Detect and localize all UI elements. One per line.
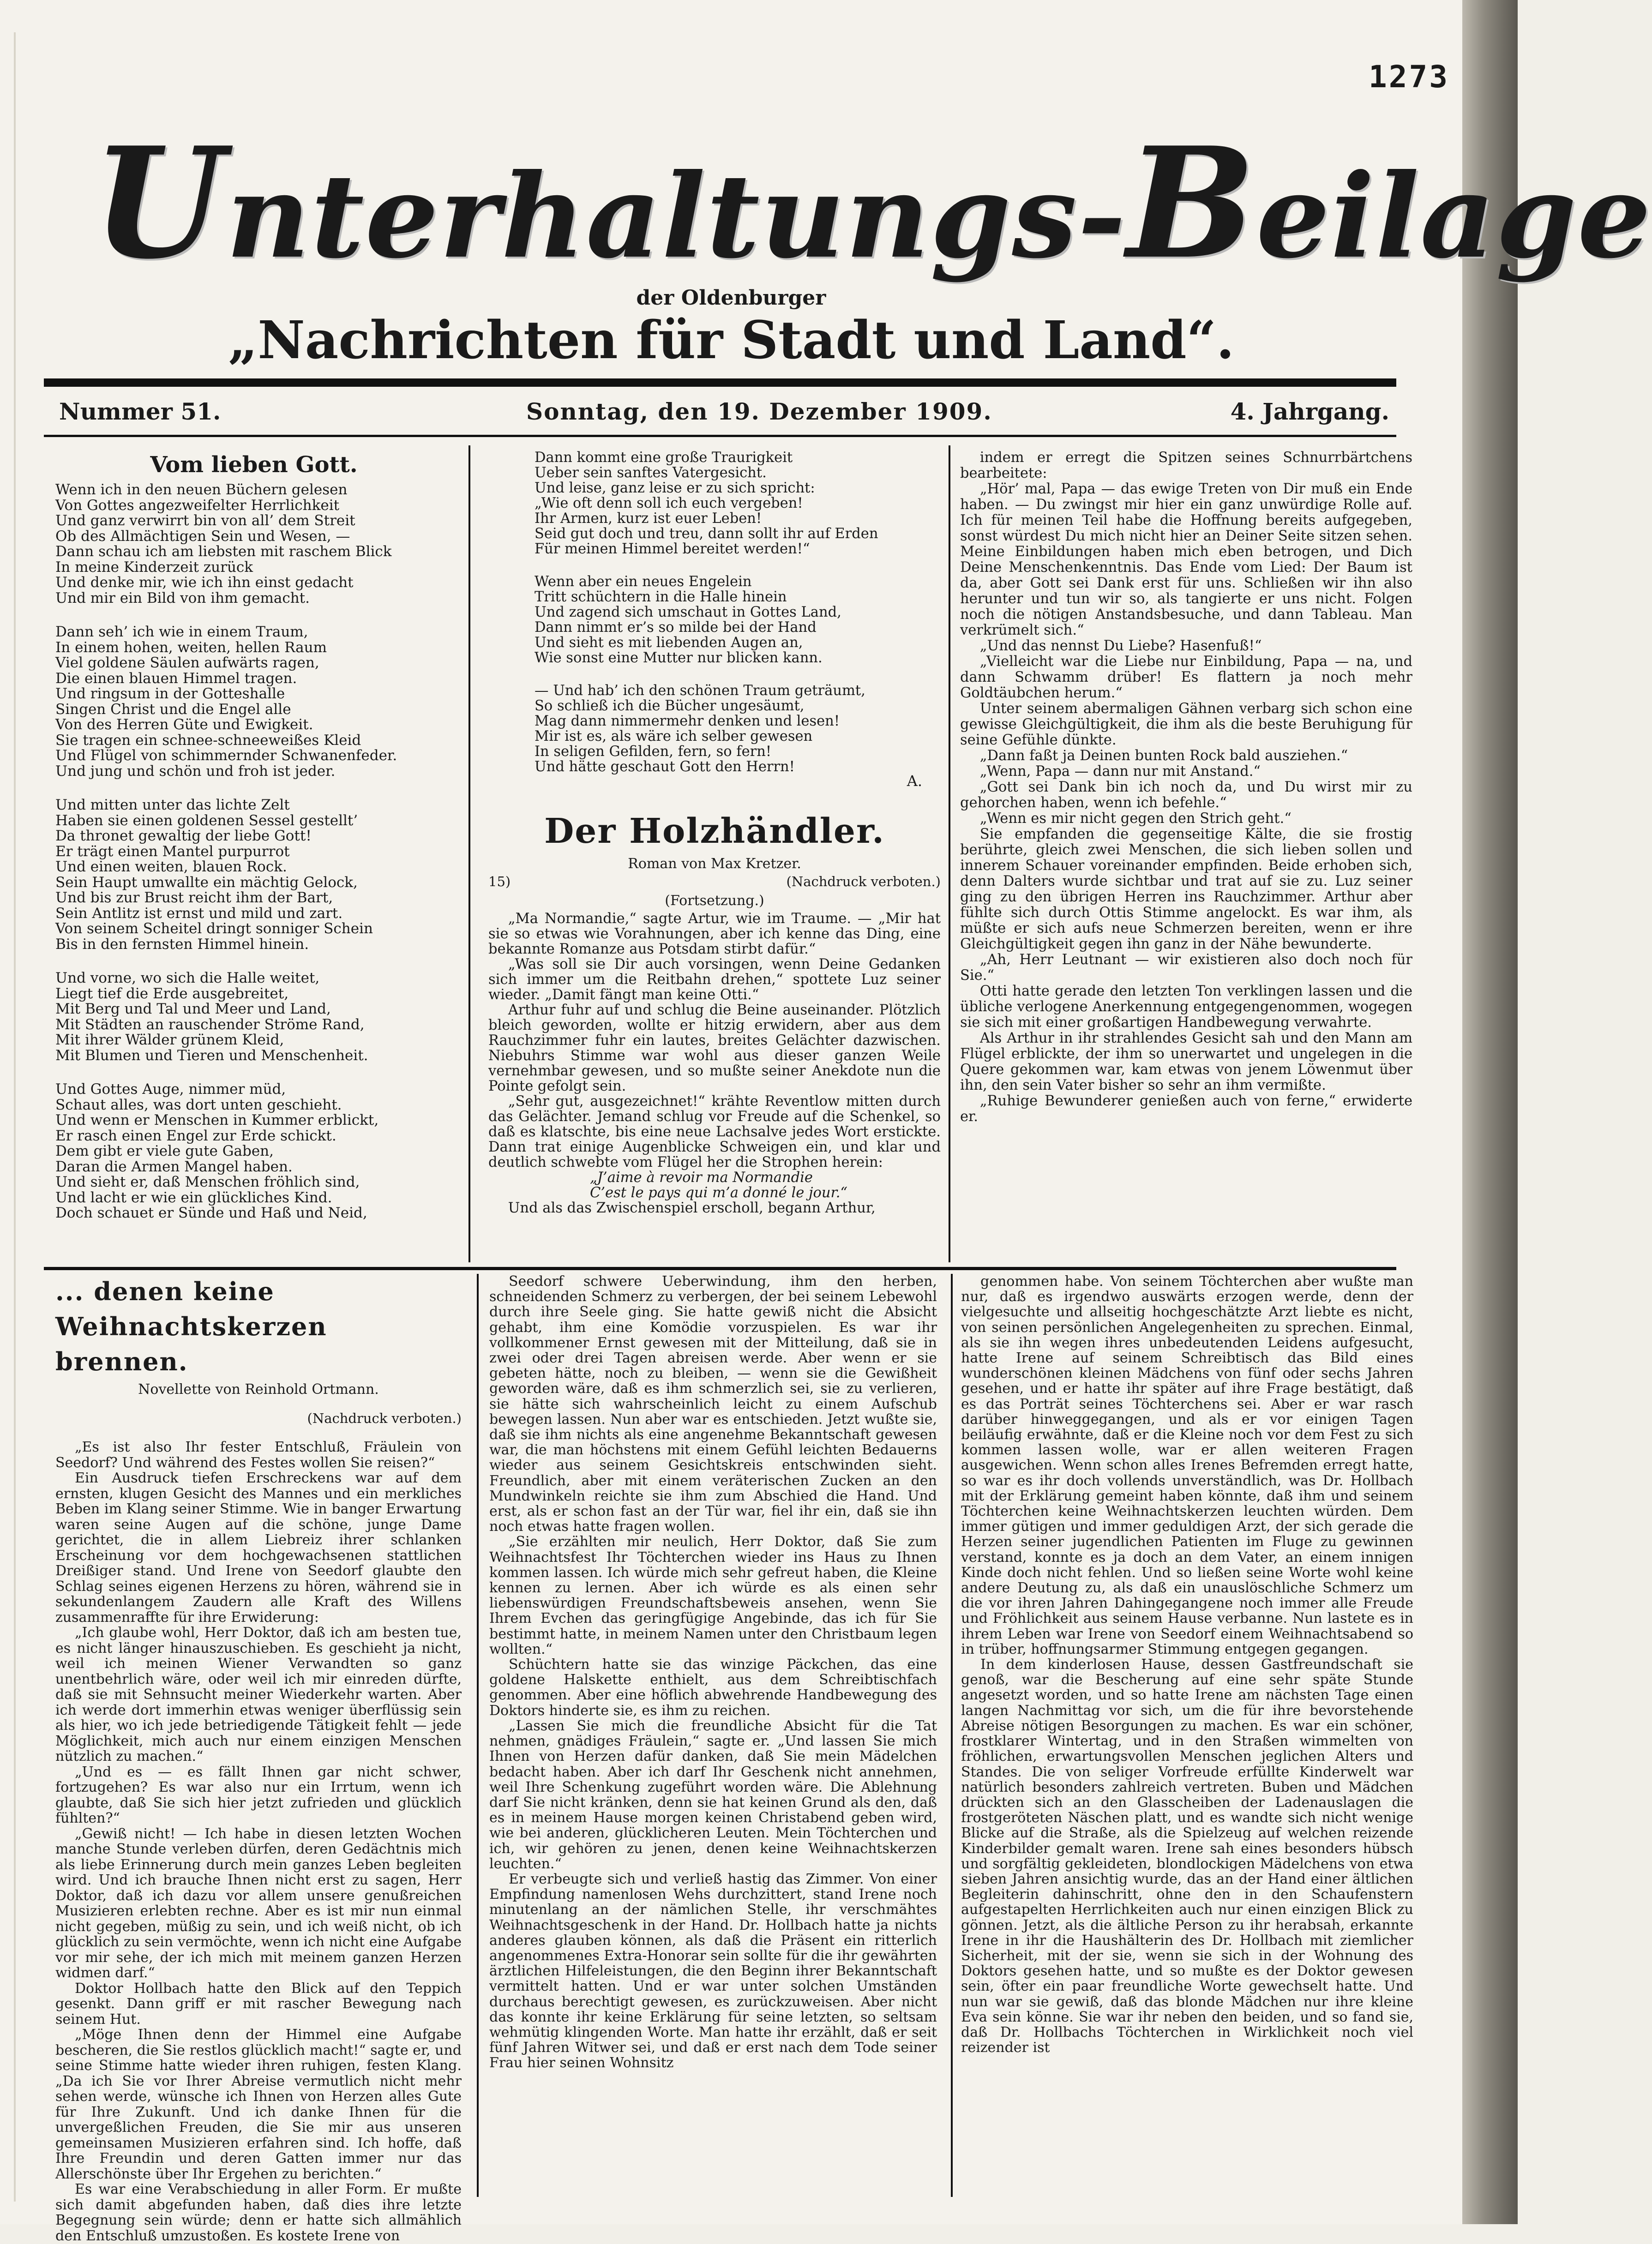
verse-line: Schaut alles, was dort unten geschieht. bbox=[55, 1096, 342, 1113]
verse-line: Und Gottes Auge, nimmer müd, bbox=[55, 1081, 286, 1098]
novel-author: Roman von Max Kretzer. bbox=[628, 856, 801, 872]
verse-line: Doch schauet er Sünde und Haß und Neid, bbox=[55, 1205, 367, 1221]
verse-line: Seid gut doch und treu, dann sollt ihr auf Erden bbox=[535, 526, 878, 542]
column-rule-3 bbox=[477, 1274, 479, 2197]
paragraph: Schüchtern hatte sie das winzige Päckchen, das eine goldene Halskette enthielt, aus dem Schreibtischfach genommen. Aber eine höflich abwehrende Handbewegung des Doktors hinderte sie, es ihm zu reichen. bbox=[489, 1656, 937, 1719]
verse-line: Und ringsum in der Gotteshalle bbox=[55, 685, 285, 702]
verse-line: Sie tragen ein schnee-schneeweißes Kleid bbox=[55, 732, 361, 749]
paragraph: Arthur fuhr auf und schlug die Beine auseinander. Plötzlich bleich geworden, wollte er hitzig erwidern, aber aus dem Rauchzimmer fuhr ein lautes, breites Gelächter dazwischen. Niebuhrs Stimme war wohl aus dieser ganzen Weile vernehmbar gewesen, und so mußte seiner Anekdote nun die Pointe gefolgt sein. bbox=[488, 1002, 941, 1094]
masthead-subtitle: der Oldenburger bbox=[636, 286, 826, 310]
paragraph: Seedorf schwere Ueberwindung, ihm den herben, schneidenden Schmerz zu verbergen, der bei seinem Lebewohl durch ihre Seele ging. Sie hatte gewiß nicht die Absicht gehabt, ihm eine Komödie vorzuspielen. Es war ihr vollkommener Ernst gewesen mit der Mitteilung, daß sie in zwei oder drei Tagen abreisen werde. Aber wenn er sie gebeten hätte, noch zu bleiben, — wenn sie die Gewißheit geworden wäre, daß es ihm schmerzlich sei, sie zu verlieren, sie hätte sich wahrscheinlich leicht zu einem Aufschub bewegen lassen. Nun aber war es entschieden. Jetzt wußte sie, daß sie ihm nichts als eine angenehme Bekanntschaft gewesen war, die man höchstens mit einem Gefühl leichten Bedauerns wieder aus seinem Gesichtskreis entschwinden sieht. Freundlich, aber mit einem veräterischen Zucken an den Mundwinkeln reichte sie ihm zum Abschied die Hand. Und erst, als er schon fast an der Tür war, fiel ihr ein, daß sie ihn noch etwas hatte fragen wollen. bbox=[489, 1273, 937, 1535]
reprint-notice: (Nachdruck verboten.) bbox=[786, 874, 941, 889]
verse-line: Er rasch einen Engel zur Erde schickt. bbox=[55, 1127, 336, 1144]
paragraph: „Gott sei Dank bin ich noch da, und Du wirst mir zu gehorchen haben, wenn ich befehle.“ bbox=[960, 779, 1412, 811]
verse-line: Tritt schüchtern in die Halle hinein bbox=[535, 589, 787, 605]
verse-line: Für meinen Himmel bereitet werden!“ bbox=[535, 541, 810, 557]
poem-signature: A. bbox=[907, 772, 922, 790]
issue-number: Nummer 51. bbox=[59, 398, 221, 425]
verse-line: Und wenn er Menschen in Kummer erblickt, bbox=[55, 1112, 379, 1128]
paragraph: „Sehr gut, ausgezeichnet!“ krähte Reventlow mitten durch das Gelächter. Jemand schlug vor Freude auf die Schenkel, so daß es klatschte, bis eine neue Lachsalve jedes Wort erstickte. Dann trat einige Augenblicke Schweigen ein, und klar und deutlich schwebte vom Flügel her die Strophen herein: bbox=[488, 1093, 941, 1170]
verse-line: Und leise, ganz leise er zu sich spricht: bbox=[535, 480, 815, 496]
verse-line: In einem hohen, weiten, hellen Raum bbox=[55, 639, 327, 656]
verse-line: „Wie oft denn soll ich euch vergeben! bbox=[535, 495, 803, 511]
verse-line: Mit ihrer Wälder grünem Kleid, bbox=[55, 1032, 284, 1048]
verse-line: Mag dann nimmermehr denken und lesen! bbox=[535, 713, 840, 729]
installment-number: 15) bbox=[488, 874, 511, 889]
verse-line: Und hätte geschaut Gott den Herrn! bbox=[535, 759, 795, 775]
paragraph: Es war eine Verabschiedung in aller Form. Er mußte sich damit abgefunden haben, daß dies ihre letzte Begegnung sein würde; denn er hatte sich allmählich den Entschluß umzustoßen. Es kostete Irene von bbox=[55, 2181, 462, 2244]
paragraph: „Ah, Herr Leutnant — wir existieren also doch noch für Sie.“ bbox=[960, 952, 1412, 984]
song-quote bbox=[488, 1170, 941, 1200]
column-rule-1 bbox=[469, 445, 470, 1262]
verse-line: Und einen weiten, blauen Rock. bbox=[55, 858, 287, 875]
verse-line: Ueber sein sanftes Vatergesicht. bbox=[535, 465, 767, 481]
paragraph: genommen habe. Von seinem Töchterchen aber wußte man nur, daß es irgendwo auswärts erzogen werde, denn der vielgesuchte und allseitig hochgeschätzte Arzt liebte es nicht, von seinen persönlichen Angelegenheiten zu sprechen. Einmal, als sie ihn wegen ihres unbedeutenden Leidens aufgesucht, hatte Irene auf seinem Schreibtisch das Bild eines wunderschönen kleinen Mädchens von fünf oder sechs Jahren gesehen, und er hatte ihr später auf ihre Frage bestätigt, daß es das Porträt seines Töchterchens sei. Aber er war rasch darüber hinweggegangen, und als er vor einigen Tagen beiläufig erwähnte, daß er die Kleine noch vor dem Fest zu sich kommen lassen wolle, war er allen weiteren Fragen ausgewichen. Wenn schon alles Irenes Befremden erregt hatte, so war es ihr doch vollends unverständlich, was Dr. Hollbach mit der Erklärung gemeint haben könnte, daß ihm und seinem Töchterchen keine Weihnachtskerzen leuchten würden. Dem immer gütigen und immer geduldigen Arzt, der sich gerade die Herzen seiner jugendlichen Patienten im Fluge zu gewinnen verstand, konnte es ja doch an dem Vater, an einem innigen Kinde doch nicht fehlen. Und so ließen seine Worte wohl keine andere Deutung zu, als daß ein unauslöschliche Schmerz um die vor ihren Jahren Dahingegangene noch immer alle Freude und Fröhlichkeit aus seinem Hause verbanne. Nun lastete es in ihrem Leben war Irene von Seedorf einem Weihnachtsabend so in trüber, hoffnungsarmer Stimmung entgegen gegangen. bbox=[961, 1273, 1413, 1657]
song-line: „J’aime à revoir ma Normandie bbox=[590, 1170, 813, 1186]
verse-line: Mit Berg und Tal und Meer und Land, bbox=[55, 1001, 331, 1017]
stanza bbox=[488, 574, 941, 666]
column-rule-2 bbox=[949, 445, 950, 1262]
verse-line: Daran die Armen Mangel haben. bbox=[55, 1158, 293, 1175]
story-column-2 bbox=[489, 1274, 937, 2197]
masthead-paper-name: „Nachrichten für Stadt und Land“. bbox=[228, 310, 1235, 371]
paragraph: „Möge Ihnen denn der Himmel eine Aufgabe bescheren, die Sie restlos glücklich macht!“ sagte er, und seine Stimme hatte wieder ihren ruhigen, festen Klang. „Da ich Sie vor Ihrer Abreise vermutlich nicht mehr sehen werde, wünsche ich Ihnen von Herzen alles Gute für Ihre Zukunft. Und ich danke Ihnen für die unvergeßlichen Freuden, die Sie mir aus unseren gemeinsamen Musizieren erfahren sind. Ich hoffe, daß Ihre Freundin und deren Gatten immer nur das Allerschönste über Ihr Ergehen zu berichten.“ bbox=[55, 2027, 462, 2182]
verse-line: In meine Kinderzeit zurück bbox=[55, 558, 253, 576]
paragraph: „Wenn, Papa — dann nur mit Anstand.“ bbox=[979, 763, 1261, 780]
verse-line: Mir ist es, als wäre ich selber gewesen bbox=[535, 728, 813, 744]
poem-title: Vom lieben Gott. bbox=[150, 452, 358, 478]
verse-line: Und bis zur Brust reicht ihm der Bart, bbox=[55, 889, 333, 906]
paragraph: Doktor Hollbach hatte den Blick auf den Teppich gesenkt. Dann griff er mit rascher Bewegung nach seinem Hut. bbox=[55, 1980, 462, 2028]
verse-line: Dann schau ich am liebsten mit raschem Blick bbox=[55, 543, 392, 560]
column-three bbox=[960, 450, 1412, 1265]
verse-line: Liegt tief die Erde ausgebreitet, bbox=[55, 985, 289, 1002]
novel-body bbox=[488, 911, 941, 1170]
poem-continuation bbox=[488, 450, 941, 774]
paragraph: Er verbeugte sich und verließ hastig das Zimmer. Von einer Empfindung namenlosen Wehs durchzittert, stand Irene noch minutenlang an der nämlichen Stelle, ihr verschmähtes Weihnachtsgeschenk in der Hand. Dr. Hollbach hatte ja nichts anderes glauben können, als daß die Präsent ein ritterlich angenommenes Extra-Honorar sein sollte für die ihr gewährten ärztlichen Hilfeleistungen, die den Beginn ihrer Bekanntschaft vermittelt hatten. Und er war unter solchen Umständen durchaus berechtigt gewesen, es zurückzuweisen. Aber nicht das konnte ihr keine Erklärung für seine letzten, so seltsam wehmütig klingenden Worte. Man hatte ihr erzählt, daß er seit fünf Jahren Witwer sei, und daß er erst nach dem Tode seiner Frau hier seinen Wohnsitz bbox=[489, 1871, 937, 2071]
verse-line: Haben sie einen goldenen Sessel gestellt’ bbox=[55, 812, 358, 829]
verse-line: Ob des Allmächtigen Sein und Wesen, — bbox=[55, 528, 350, 545]
paragraph: „Wenn es mir nicht gegen den Strich geht.“ bbox=[979, 810, 1292, 827]
paragraph: Ein Ausdruck tiefen Erschreckens war auf dem ernsten, klugen Gesicht des Mannes und ein merkliches Beben im Klang seiner Stimme. Wie in banger Erwartung waren seine Augen auf die schöne, junge Dame gerichtet, die in allem Liebreiz ihrer schlanken Erscheinung vor dem hochgewachsenen stattlichen Dreißiger stand. Und Irene von Seedorf glaubte den Schlag seines eigenen Herzens zu hören, während sie in sekundenlangem Zaudern alle Kraft des Willens zusammenraffte für ihre Erwiderung: bbox=[55, 1470, 462, 1626]
page-number: 1273 bbox=[1369, 59, 1449, 95]
paragraph: „Vielleicht war die Liebe nur Einbildung, Papa — na, und dann Schwamm drüber! Es flattern ja noch mehr Goldtäubchen herum.“ bbox=[960, 654, 1412, 701]
paragraph: „Und das nennst Du Liebe? Hasenfuß!“ bbox=[979, 638, 1262, 654]
paragraph: „Ruhige Bewunderer genießen auch von ferne,“ erwiderte er. bbox=[960, 1093, 1412, 1125]
poem-column bbox=[55, 450, 452, 1262]
issue-rule bbox=[44, 435, 1396, 437]
continuation-note: (Fortsetzung.) bbox=[665, 893, 764, 909]
paragraph: „Ma Normandie,“ sagte Artur, wie im Traume. — „Mir hat sie so etwas wie Vorahnungen, aber ich kenne das Ding, eine bekannte Romanze aus Potsdam stirbt dafür.“ bbox=[488, 911, 941, 957]
scan-edge bbox=[1462, 0, 1518, 2224]
verse-line: Dem gibt er viele gute Gaben, bbox=[55, 1143, 274, 1159]
verse-line: Dann kommt eine große Traurigkeit bbox=[535, 450, 793, 466]
issue-date: Sonntag, den 19. Dezember 1909. bbox=[526, 398, 992, 425]
stanza bbox=[488, 450, 941, 557]
novel-title: Der Holzhändler. bbox=[544, 811, 885, 851]
verse-line: Mit Blumen und Tieren und Menschenheit. bbox=[55, 1047, 368, 1064]
verse-line: Sein Haupt umwallte ein mächtig Gelock, bbox=[55, 874, 358, 891]
paragraph: Sie empfanden die gegenseitige Kälte, die sie frostig berührte, gleich zwei Menschen, die sich lieben sollen und innerem Schauer voreinander empfinden. Beide erhoben sich, denn Dalters wurde sichtbar und trat auf sie zu. Luz seiner ging zu den übrigen Herren ins Rauchzimmer. Arthur aber fühlte sich durch Ottis Stimme angelockt. Es war ihm, als müßte er sich aufs neue Schmerzen bereiten, wenn er ihre Gleichgültigkeit gegen ihn ganz in der Nähe bewunderte. bbox=[960, 826, 1412, 952]
paragraph: Als Arthur in ihr strahlendes Gesicht sah und den Mann am Flügel erblickte, der ihm so unerwartet und ungelegen in die Quere gekommen war, kam etwas von jenem Löwenmut über ihn, den sein Vater bisher so sehr an ihm vermißte. bbox=[960, 1030, 1412, 1093]
masthead-rule bbox=[44, 378, 1396, 387]
story-author: Novellette von Reinhold Ortmann. bbox=[138, 1381, 379, 1398]
verse-line: Und sieht es mit liebenden Augen an, bbox=[535, 635, 803, 651]
poem-body bbox=[55, 482, 452, 1221]
song-line: C’est le pays qui m’a donné le jour.“ bbox=[590, 1185, 847, 1201]
paragraph: „Was soll sie Dir auch vorsingen, wenn Deine Gedanken sich immer um die Reitbahn drehen,“ spottete Luz seiner wieder. „Damit fängt man keine Otti.“ bbox=[488, 956, 941, 1003]
title-part-1: nterhaltungs- bbox=[226, 148, 1127, 284]
story-body-2 bbox=[489, 1274, 937, 2071]
verse-line: Wie sonst eine Mutter nur blicken kann. bbox=[535, 650, 823, 666]
verse-line: Und mir ein Bild von ihm gemacht. bbox=[55, 589, 310, 606]
verse-line: Ihr Armen, kurz ist euer Leben! bbox=[535, 510, 762, 527]
stanza bbox=[55, 624, 452, 779]
verse-line: Und Flügel von schimmernder Schwanenfeder. bbox=[55, 747, 397, 764]
verse-line: — Und hab’ ich den schönen Traum geträumt, bbox=[535, 683, 865, 699]
verse-line: Dann nimmt er’s so milde bei der Hand bbox=[535, 619, 817, 636]
page-fold-line bbox=[14, 32, 16, 2202]
verse-line: Und jung und schön und froh ist jeder. bbox=[55, 762, 336, 780]
paragraph: Unter seinem abermaligen Gähnen verbarg sich schon eine gewisse Gleichgültigkeit, die ihm als die beste Beruhigung für seine Gefühle dünkte. bbox=[960, 701, 1412, 748]
column-rule-4 bbox=[951, 1274, 953, 2197]
verse-line: Wenn ich in den neuen Büchern gelesen bbox=[55, 481, 348, 498]
verse-line: Und vorne, wo sich die Halle weitet, bbox=[55, 970, 320, 986]
verse-line: Wenn aber ein neues Engelein bbox=[535, 574, 752, 590]
paragraph: Otti hatte gerade den letzten Ton verklingen lassen und die übliche verlogene Anerkennung entgegengenommen, wogegen sie sich mit einer großartigen Handbewegung verwahrte. bbox=[960, 983, 1412, 1031]
title-part-2: eilage bbox=[1256, 148, 1652, 284]
title-initial-2: B bbox=[1126, 114, 1256, 293]
verse-line: Viel goldene Säulen aufwärts ragen, bbox=[55, 654, 319, 671]
story-reprint-notice: (Nachdruck verboten.) bbox=[307, 1410, 462, 1426]
stanza bbox=[55, 1082, 452, 1221]
verse-line: Von Gottes angezweifelter Herrlichkeit bbox=[55, 497, 340, 514]
paragraph: „Und es — es fällt Ihnen gar nicht schwer, fortzugehen? Es war also nur ein Irrtum, wenn ich glaubte, daß Sie sich hier jetzt zufrieden und glücklich fühlten?“ bbox=[55, 1764, 462, 1826]
verse-line: Von des Herren Güte und Ewigkeit. bbox=[55, 716, 313, 733]
paragraph: „Sie erzählten mir neulich, Herr Doktor, daß Sie zum Weihnachtsfest Ihr Töchterchen wieder ins Haus zu Ihnen kommen lassen. Ich würde mich sehr gefreut haben, die Kleine kennen zu lernen. Aber ich würde es als einen sehr liebenswürdigen Freundschaftsbeweis ansehen, wenn Sie Ihrem Evchen das geringfügige Angebinde, das ich für Sie bestimmt hatte, in meinem Namen unter den Christbaum legen wollten.“ bbox=[489, 1534, 937, 1657]
story-body-1 bbox=[55, 1440, 462, 2244]
verse-line: So schließ ich die Bücher ungesäumt, bbox=[535, 698, 805, 714]
novel-continuation-body bbox=[960, 450, 1412, 1125]
stanza bbox=[55, 971, 452, 1063]
verse-line: Und lacht er wie ein glückliches Kind. bbox=[55, 1189, 332, 1206]
paragraph: „Ich glaube wohl, Herr Doktor, daß ich am besten tue, es nicht länger hinauszuschieben. Es geschieht ja nicht, weil ich meinen Wiener Verwandten so ganz unentbehrlich wäre, oder weil ich mir einreden dürfte, daß sie mit Sehnsucht meiner Wiederkehr warten. Aber ich werde dort immerhin etwas weniger überflüssig sein als hier, wo ich jede betriedigende Tätigkeit fehlt — jede Möglichkeit, mich auch nur einem einzigen Menschen nützlich zu machen.“ bbox=[55, 1625, 462, 1764]
story-title: ... denen keine Weihnachtskerzen brennen. bbox=[55, 1277, 327, 1376]
stanza bbox=[55, 482, 452, 606]
stanza bbox=[488, 683, 941, 774]
verse-line: Und mitten unter das lichte Zelt bbox=[55, 797, 290, 813]
story-column-1 bbox=[55, 1274, 462, 2244]
paragraph: In dem kinderlosen Hause, dessen Gastfreundschaft sie genoß, war die Bescherung auf eine sehr späte Stunde angesetzt worden, und so hatte Irene am nächsten Tage einen langen Nachmittag vor sich, um die für ihre bevorstehende Abreise nötigen Besorgungen zu machen. Es war ein schöner, frostklarer Wintertag, und in den Straßen wimmelten von fröhlichen, erwartungsvollen Menschen jeglichen Alters und Standes. Die von seliger Vorfreude erfüllte Kinderwelt war natürlich besonders zahlreich vertreten. Buben und Mädchen drückten sich an den Glasscheiben der Ladenauslagen die frostgeröteten Näschen platt, und es wandte sich nicht wenige Blicke auf die Straße, als die Spielzeug auf welchen reizende Kinderbilder gemalt waren. Irene sah eines besonders hübsch und sorgfältig gekleideten, blondlockigen Mädelchens von etwa sieben Jahren ansichtig wurde, das an der Hand einer ältlichen Begleiterin dahinschritt, ohne den in den Schaufenstern aufgestapelten Herrlichkeiten auch nur einen einzigen Blick zu gönnen. Jetzt, als die ältliche Person zu ihr herabsah, erkannte Irene in ihr die Haushälterin des Dr. Hollbach mit ziemlicher Sicherheit, mit der sie, wenn sie sich in der Wohnung des Doktors gesehen hatte, und so mußte es der Doktor gewesen sein, öfter ein paar freundliche Worte gewechselt hatte. Und nun war sie gewiß, daß das blonde Mädchen nur ihre kleine Eva sein könne. Sie war ihr neben den beiden, und so fand sie, daß Dr. Hollbachs Töchterchen in Wirklichkeit noch viel reizender ist bbox=[961, 1656, 1413, 2056]
verse-line: Bis in den fernsten Himmel hinein. bbox=[55, 936, 309, 953]
stanza bbox=[55, 798, 452, 952]
paragraph: „Hör’ mal, Papa — das ewige Treten von Dir muß ein Ende haben. — Du zwingst mir hier ein ganz unwürdige Rolle auf. Ich für meinen Teil habe die Hoffnung bereits aufgegeben, sonst würdest Du mich nicht hier an Deiner Seite sitzen sehen. Meine Einbildungen haben mich eben betrogen, und Dich Deine Menschenkenntnis. Das Ende vom Lied: Der Baum ist da, aber Gott sei Dank erst für uns. Schließen wir ihn also herunter und tun wir so, als tangierte er uns nicht. Folgen noch die nötigen Anstandsbesuche, und dann Tableau. Man verkrümelt sich.“ bbox=[960, 481, 1412, 638]
issue-year: 4. Jahrgang. bbox=[1230, 398, 1389, 425]
verse-line: Da thronet gewaltig der liebe Gott! bbox=[55, 828, 312, 844]
story-body-3 bbox=[961, 1274, 1413, 2055]
verse-line: Die einen blauen Himmel tragen. bbox=[55, 670, 297, 687]
verse-line: Mit Städten an rauschender Ströme Rand, bbox=[55, 1016, 365, 1033]
novel-after-song: Und als das Zwischenspiel erscholl, begann Arthur, bbox=[508, 1200, 876, 1216]
paragraph: „Lassen Sie mich die freundliche Absicht für die Tat nehmen, gnädiges Fräulein,“ sagte er. „Und lassen Sie mich Ihnen von Herzen dafür danken, daß Sie mein Mädelchen bedacht haben. Aber ich darf Ihr Geschenk nicht annehmen, weil Ihre Schenkung zugeführt worden wäre. Die Ablehnung darf Sie nicht kränken, denn sie hat keinen Grund als den, daß es in meinem Hause morgen keinen Christabend geben wird, wie bei anderen, glücklicheren Leuten. Mein Töchterchen und ich, wir gehören zu jenen, denen keine Weihnachtskerzen leuchten.“ bbox=[489, 1717, 937, 1872]
paragraph: indem er erregt die Spitzen seines Schnurrbärtchens bearbeitete: bbox=[960, 450, 1412, 481]
verse-line: Und denke mir, wie ich ihn einst gedacht bbox=[55, 574, 354, 591]
verse-line: Von seinem Scheitel dringt sonniger Schein bbox=[55, 920, 373, 937]
paragraph: „Es ist also Ihr fester Entschluß, Fräulein von Seedorf? Und während des Festes wollen Sie reisen?“ bbox=[55, 1439, 462, 1471]
verse-line: Er trägt einen Mantel purpurrot bbox=[55, 843, 290, 860]
verse-line: Sein Antlitz ist ernst und mild und zart. bbox=[55, 905, 343, 922]
section-rule bbox=[44, 1267, 1396, 1270]
verse-line: In seligen Gefilden, fern, so fern! bbox=[535, 744, 772, 760]
title-initial-1: U bbox=[92, 114, 226, 293]
verse-line: Singen Christ und die Engel alle bbox=[55, 701, 291, 718]
masthead-title bbox=[92, 111, 1652, 295]
column-two bbox=[488, 450, 941, 1265]
verse-line: Dann seh’ ich wie in einem Traum, bbox=[55, 624, 308, 640]
paragraph: „Gewiß nicht! — Ich habe in diesen letzten Wochen manche Stunde verleben dürfen, deren Gedächtnis mich als liebe Erinnerung durch mein ganzes Leben begleiten wird. Und ich brauche Ihnen nicht erst zu sagen, Herr Doktor, daß ich dazu vor allem unsere genußreichen Musizieren erlebten rechne. Aber es ist mir nun einmal nicht gegeben, müßig zu sein, und ich weiß nicht, ob ich glücklich zu sein vermöchte, wenn ich nicht eine Aufgabe vor mir sehe, der ich mich mit meinem ganzen Herzen widmen darf.“ bbox=[55, 1825, 462, 1981]
verse-line: Und sieht er, daß Menschen fröhlich sind, bbox=[55, 1174, 360, 1190]
paragraph: „Dann faßt ja Deinen bunten Rock bald ausziehen.“ bbox=[979, 748, 1348, 764]
story-column-3 bbox=[961, 1274, 1413, 2197]
verse-line: Und ganz verwirrt bin von all’ dem Streit bbox=[55, 512, 355, 529]
novel-meta bbox=[488, 874, 941, 889]
verse-line: Und zagend sich umschaut in Gottes Land, bbox=[535, 604, 841, 620]
